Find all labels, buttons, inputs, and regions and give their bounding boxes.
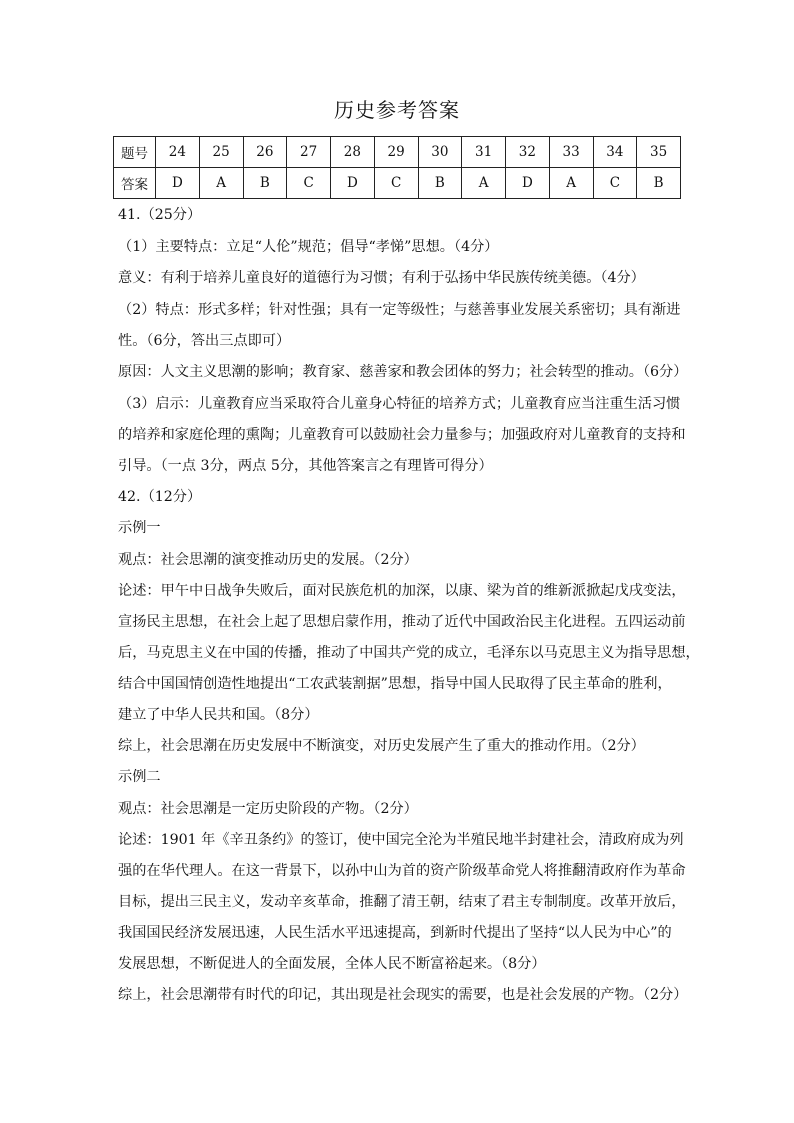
answer-cell: A	[549, 168, 593, 199]
question-number-row	[114, 137, 681, 168]
answer-cell: D	[331, 168, 375, 199]
question-number-cell: 29	[374, 137, 418, 168]
question-number-cell: 30	[418, 137, 462, 168]
text-line: 示例一	[118, 520, 161, 536]
question-number-cell: 34	[593, 137, 637, 168]
question-number-cell: 25	[199, 137, 243, 168]
text-line: 的培养和家庭伦理的熏陶；儿童教育可以鼓励社会力量参与；加强政府对儿童教育的支持和	[118, 427, 686, 443]
text-line: 示例二	[118, 769, 161, 785]
text-line: 综上，社会思潮在历史发展中不断演变，对历史发展产生了重大的推动作用。（2分）	[118, 738, 645, 754]
text-line: 原因：人文主义思潮的影响；教育家、慈善家和教会团体的努力；社会转型的推动。（6分）	[118, 364, 688, 380]
answer-cell: C	[374, 168, 418, 199]
answer-cell: D	[156, 168, 200, 199]
answer-cell: A	[462, 168, 506, 199]
answer-cell: B	[243, 168, 287, 199]
text-line: 论述：甲午中日战争失败后，面对民族危机的加深，以康、梁为首的维新派掀起戊戌变法，	[118, 583, 686, 599]
question-number-cell: 27	[287, 137, 331, 168]
text-line: （1）主要特点：立足“人伦”规范；倡导“孝悌”思想。（4分）	[118, 239, 499, 255]
text-line: 结合中国国情创造性地提出“工农武装割据”思想，指导中国人民取得了民主革命的胜利，	[118, 676, 672, 692]
question-number-cell: 31	[462, 137, 506, 168]
text-line: （2）特点：形式多样；针对性强；具有一定等级性；与慈善事业发展关系密切；具有渐进	[118, 302, 681, 318]
text-line: 发展思想，不断促进人的全面发展，全体人民不断富裕起来。（8分）	[118, 956, 546, 972]
answer-cell: C	[287, 168, 331, 199]
text-line: 性。（6分，答出三点即可）	[118, 333, 291, 349]
text-line: 引导。（一点 3分，两点 5分，其他答案言之有理皆可得分）	[118, 458, 493, 474]
text-line: 宣扬民主思想，在社会上起了思想启蒙作用，推动了近代中国政治民主化进程。五四运动前	[118, 614, 686, 630]
question-number-cell: 35	[637, 137, 681, 168]
answer-cell: B	[637, 168, 681, 199]
text-line: 41.（25分）	[118, 207, 202, 223]
row-header-question-number: 题号	[114, 137, 156, 168]
text-line: 意义：有利于培养儿童良好的道德行为习惯；有利于弘扬中华民族传统美德。（4分）	[118, 270, 645, 286]
text-line: 观点：社会思潮的演变推动历史的发展。（2分）	[118, 552, 418, 568]
question-number-cell: 24	[156, 137, 200, 168]
question-number-cell: 28	[331, 137, 375, 168]
question-number-cell: 26	[243, 137, 287, 168]
answer-cell: C	[593, 168, 637, 199]
question-number-cell: 32	[506, 137, 550, 168]
text-line: 观点：社会思潮是一定历史阶段的产物。（2分）	[118, 801, 418, 817]
answer-row	[114, 168, 681, 199]
answer-cell: B	[418, 168, 462, 199]
text-line: 目标，提出三民主义，发动辛亥革命，推翻了清王朝，结束了君主专制制度。改革开放后，	[118, 894, 686, 910]
answer-table	[113, 136, 681, 199]
text-line: 建立了中华人民共和国。（8分）	[118, 707, 319, 723]
answer-cell: A	[199, 168, 243, 199]
row-header-answer: 答案	[114, 168, 156, 199]
text-line: 强的在华代理人。在这一背景下，以孙中山为首的资产阶级革命党人将推翻清政府作为革命	[118, 863, 686, 879]
text-line: 综上，社会思潮带有时代的印记，其出现是社会现实的需要，也是社会发展的产物。（2分）	[118, 987, 688, 1003]
text-line: 我国国民经济发展迅速，人民生活水平迅速提高，到新时代提出了坚持“以人民为中心”的	[118, 925, 672, 941]
answer-cell: D	[506, 168, 550, 199]
question-number-cell: 33	[549, 137, 593, 168]
page-title: 历史参考答案	[334, 98, 460, 122]
text-line: 42.（12分）	[118, 489, 202, 505]
text-line: （3）启示：儿童教育应当采取符合儿童身心特征的培养方式；儿童教育应当注重生活习惯	[118, 396, 681, 412]
text-line: 论述：1901 年《辛丑条约》的签订，使中国完全沦为半殖民地半封建社会，清政府成为列	[118, 832, 684, 848]
text-line: 后，马克思主义在中国的传播，推动了中国共产党的成立，毛泽东以马克思主义为指导思想，	[118, 645, 700, 661]
